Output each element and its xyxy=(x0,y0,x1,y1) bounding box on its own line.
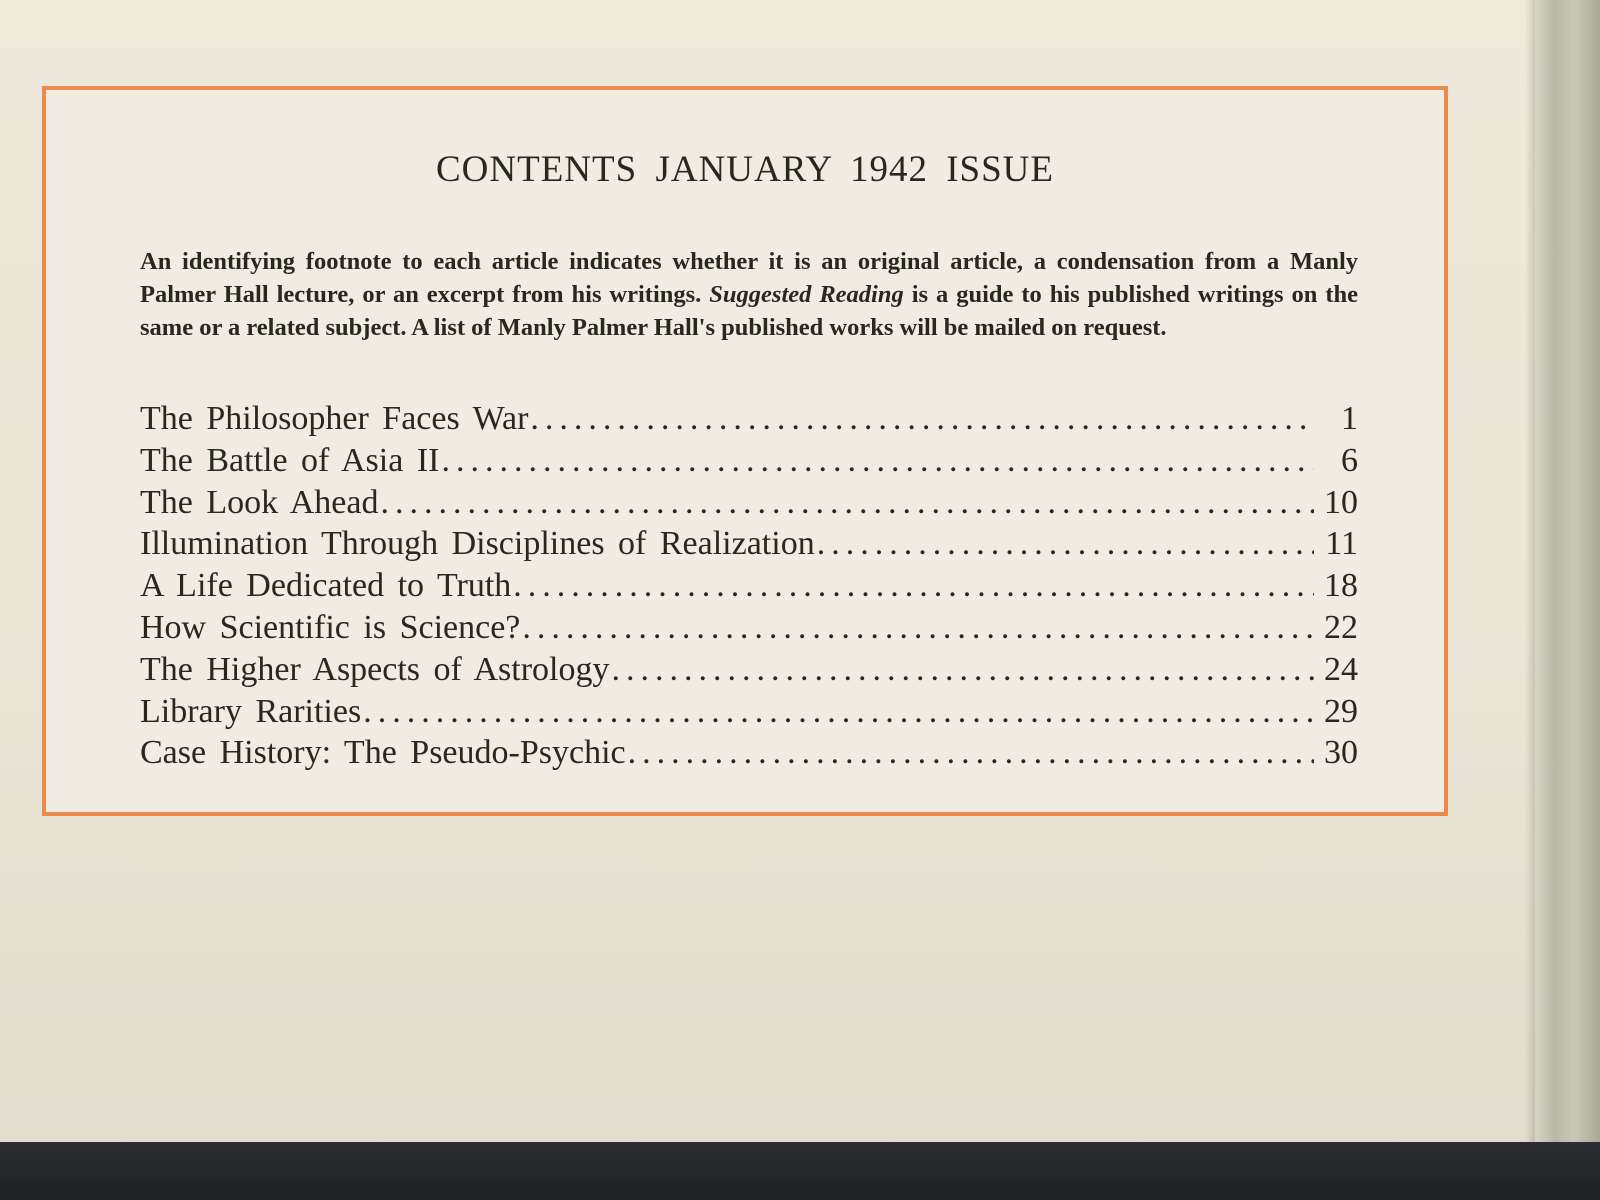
toc-entry-page: 1 xyxy=(1341,400,1358,437)
toc-entry xyxy=(140,525,1358,567)
toc-entry xyxy=(140,609,1358,651)
dot-leader xyxy=(628,734,1314,772)
dot-leader xyxy=(530,400,1314,438)
toc-entry-page: 24 xyxy=(1324,650,1358,688)
toc-entry-title: How Scientific is Science? xyxy=(140,608,521,646)
dot-leader xyxy=(441,442,1314,480)
toc-entry-page: 30 xyxy=(1324,734,1358,772)
toc-entry-page: 11 xyxy=(1325,525,1358,563)
toc-entry-page: 29 xyxy=(1324,692,1358,730)
page-edge xyxy=(1535,0,1600,1142)
toc-entry xyxy=(140,693,1358,735)
dot-leader xyxy=(612,651,1315,689)
dot-leader xyxy=(817,525,1314,563)
dot-leader xyxy=(363,693,1314,731)
dot-leader xyxy=(522,609,1314,647)
contents-title: CONTENTS JANUARY 1942 ISSUE xyxy=(435,149,1055,190)
toc-entry-page: 22 xyxy=(1324,608,1358,646)
intro-text-part1: An identifying footnote to each article indicates whether it is an original article, a condensation from a Manly Palmer Hall lecture, or an excerpt from his writings. xyxy=(140,248,1358,308)
toc-entry-title: The Philosopher Faces War xyxy=(140,400,529,437)
toc-entry xyxy=(140,567,1358,609)
toc-entry xyxy=(140,442,1358,484)
toc-entry xyxy=(140,651,1358,693)
toc-entry-title: A Life Dedicated to Truth xyxy=(140,567,512,605)
toc-entry xyxy=(140,400,1358,442)
contents-box xyxy=(42,86,1448,816)
dot-leader xyxy=(381,484,1315,522)
contents-intro xyxy=(140,245,1358,344)
toc-entry-page: 10 xyxy=(1324,483,1358,521)
toc-entry-page: 18 xyxy=(1324,567,1358,605)
intro-text-part2: is a guide to his published writings on the same or a related subject. A list of Manly Palmer Hall's published works will be mailed on request. xyxy=(140,281,1358,341)
dot-leader xyxy=(513,567,1314,605)
toc-entry-title: Library Rarities xyxy=(140,692,362,730)
intro-italic-text: Suggested Reading xyxy=(709,281,904,308)
toc-entry-title: The Battle of Asia II xyxy=(140,441,440,479)
toc-entry-page: 6 xyxy=(1341,441,1358,479)
table-surface xyxy=(0,1142,1600,1200)
toc-entry xyxy=(140,484,1358,526)
toc-entry-title: The Higher Aspects of Astrology xyxy=(140,650,610,688)
toc-entry-title: The Look Ahead xyxy=(140,483,379,521)
table-of-contents xyxy=(140,400,1358,776)
toc-entry-title: Illumination Through Disciplines of Realization xyxy=(140,525,815,563)
toc-entry xyxy=(140,734,1358,776)
toc-entry-title: Case History: The Pseudo-Psychic xyxy=(140,734,626,772)
